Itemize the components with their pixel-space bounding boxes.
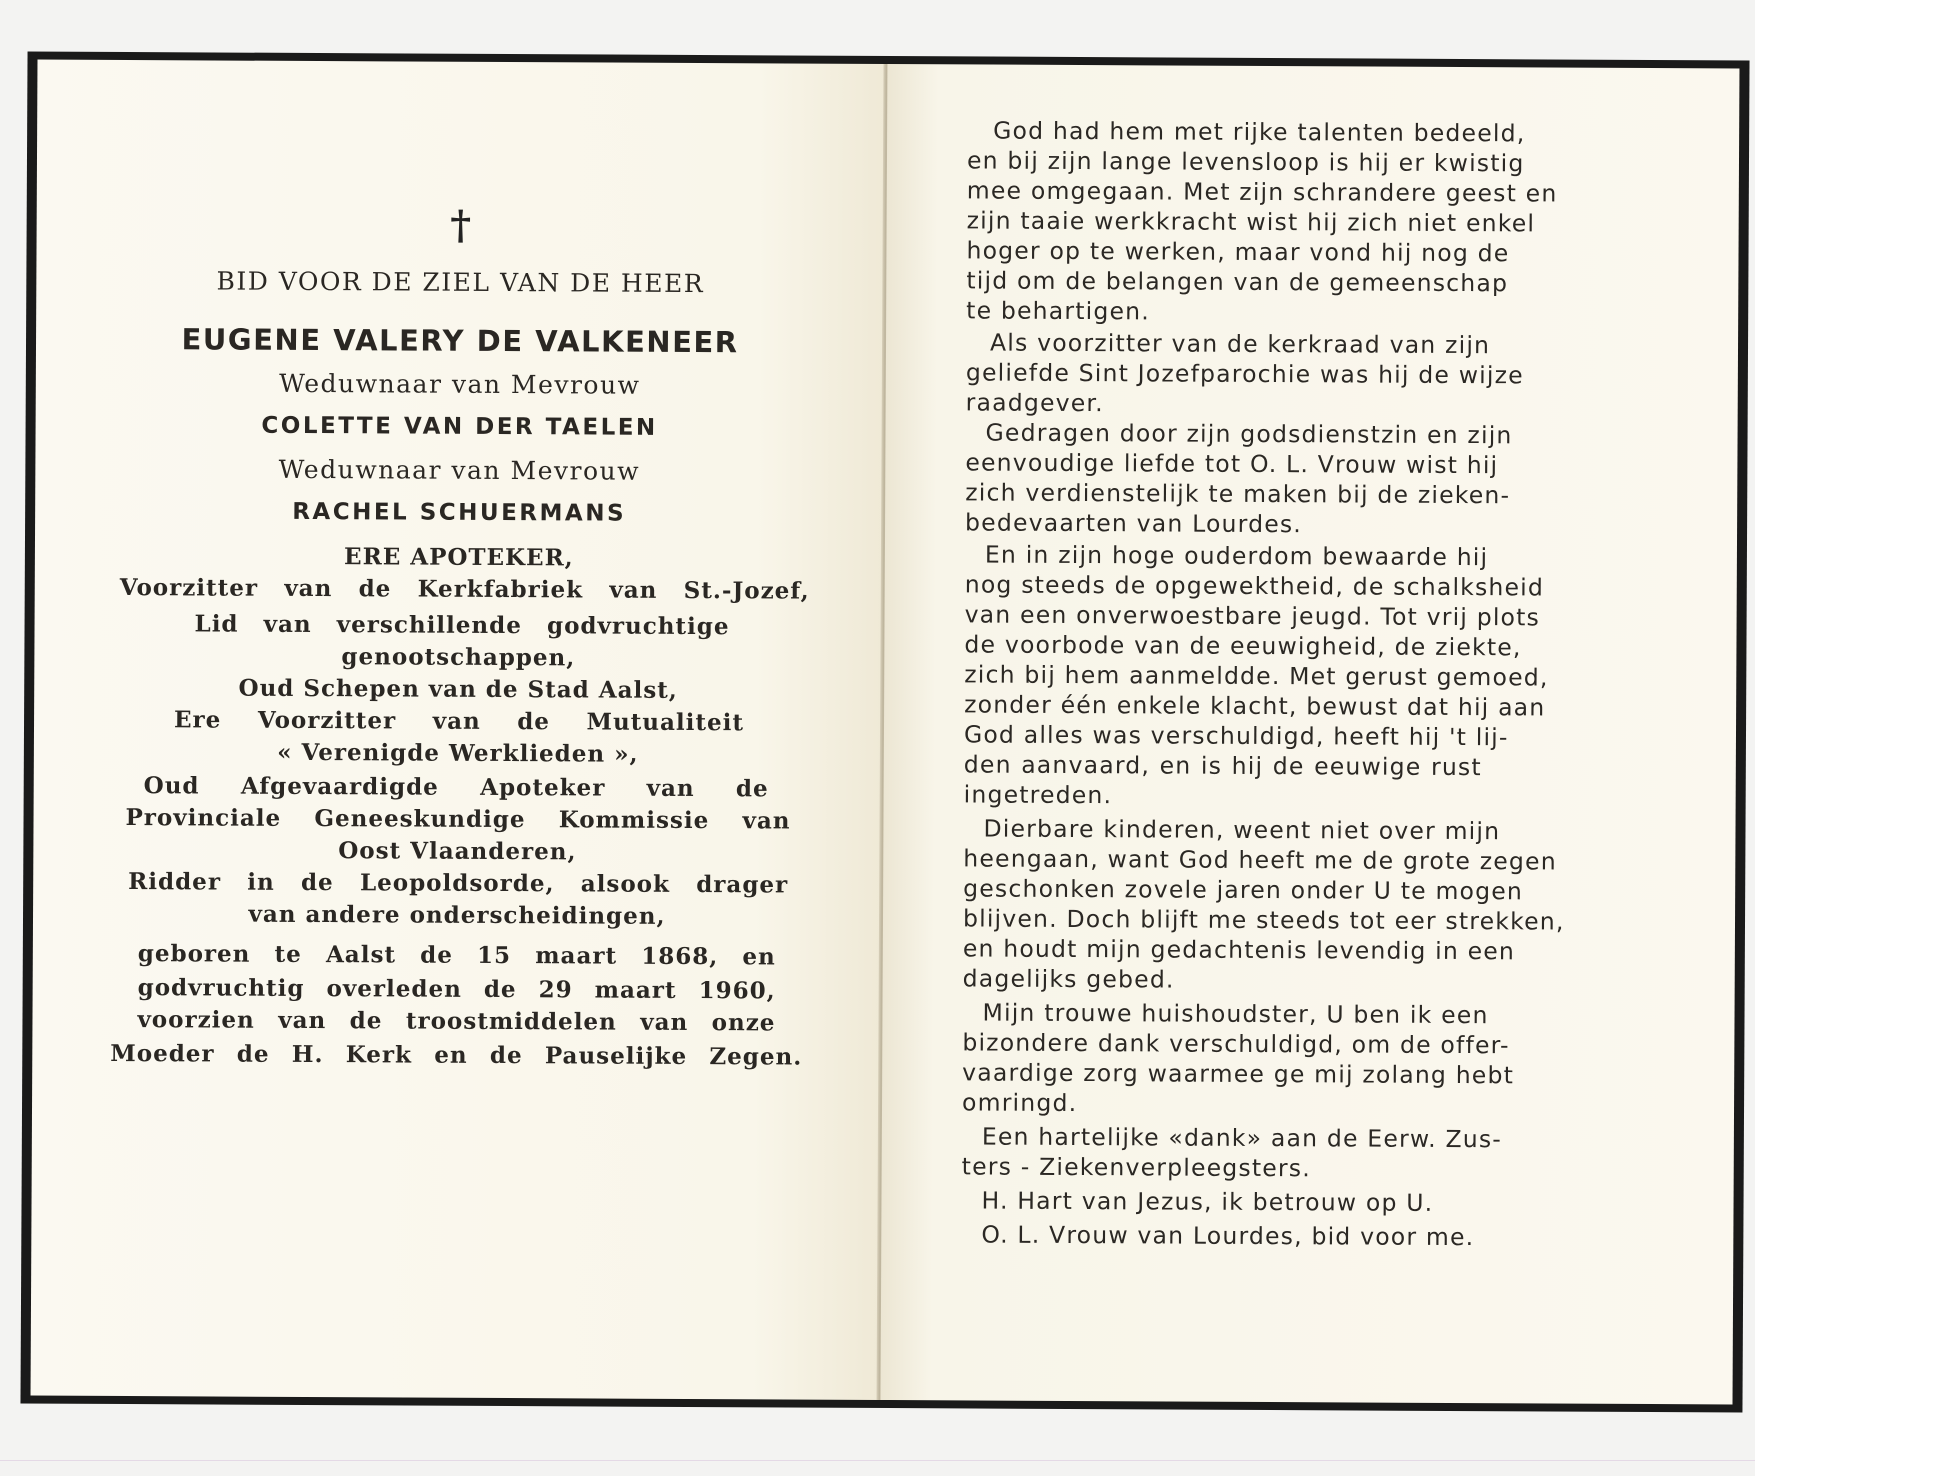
text-line: Een hartelijke «dank» aan de Eerw. Zus- (981, 1122, 1503, 1154)
spouse-name-2: RACHEL SCHUERMANS (292, 498, 627, 527)
text-line: Mijn trouwe huishoudster, U ben ik een (982, 998, 1489, 1030)
text-line: geliefde Sint Jozefparochie was hij de wijze (965, 358, 1524, 390)
text-line: den aanvaard, en is hij de eeuwige rust (963, 750, 1482, 782)
text-line: Dierbare kinderen, weent niet over mijn (983, 814, 1501, 846)
title-line: Voorzitter van de Kerkfabriek van St.-Jozef, (119, 573, 810, 605)
text-line: bedevaarten van Lourdes. (965, 508, 1303, 539)
text-line: ters - Ziekenverpleegsters. (961, 1152, 1311, 1183)
spouse-name-1: COLETTE VAN DER TAELEN (261, 412, 658, 441)
text-line: en houdt mijn gedachtenis levendig in een (962, 934, 1516, 966)
text-line: H. Hart van Jezus, ik betrouw op U. (981, 1186, 1434, 1217)
text-line: O. L. Vrouw van Lourdes, bid voor me. (981, 1220, 1475, 1252)
text-line: zonder één enkele klacht, bewust dat hij aan (964, 690, 1546, 722)
text-line: ingetreden. (963, 780, 1113, 810)
widower-line-1: Weduwnaar van Mevrouw (279, 368, 641, 400)
title-line: Oud Schepen van de Stad Aalst, (238, 674, 678, 704)
closing-line: geboren te Aalst de 15 maart 1868, en (137, 940, 776, 971)
text-line: heengaan, want God heeft me de grote zegen (963, 844, 1557, 876)
text-line: hoger op te werken, maar vond hij nog de (966, 236, 1510, 268)
text-line: te behartigen. (966, 296, 1151, 326)
title-line: Ere Voorzitter van de Mutualiteit (173, 706, 745, 737)
scan-edge-line (0, 1460, 1755, 1461)
text-line: En in zijn hoge ouderdom bewaarde hij (984, 540, 1489, 572)
memorial-card (20, 52, 1749, 1413)
closing-line: voorzien van de troostmiddelen van onze (137, 1006, 776, 1037)
text-line: nog steeds de opgewektheid, de schalksheid (964, 570, 1545, 602)
text-line: zich bij hem aanmeldde. Met gerust gemoed, (964, 660, 1549, 692)
text-line: zijn taaie werkkracht wist hij zich niet enkel (966, 206, 1536, 238)
cross-icon: † (450, 201, 472, 249)
title-line: Oost Vlaanderen, (338, 837, 577, 866)
deceased-name: EUGENE VALERY DE VALKENEER (181, 322, 739, 360)
text-line: Gedragen door zijn godsdienstzin en zijn (985, 418, 1513, 450)
text-line: tijd om de belangen van de gemeenschap (966, 266, 1509, 298)
title-line: ERE APOTEKER, (344, 543, 574, 572)
text-line: dagelijks gebed. (962, 964, 1175, 994)
text-line: vaardige zorg waarmee ge mij zolang hebt (962, 1058, 1515, 1090)
text-line: God alles was verschuldigd, heeft hij 't lij- (963, 720, 1509, 752)
text-line: eenvoudige liefde tot O. L. Vrouw wist hij (965, 448, 1499, 480)
closing-line: Moeder de H. Kerk en de Pauselijke Zegen. (110, 1039, 803, 1071)
prayer-intro: BID VOOR DE ZIEL VAN DE HEER (216, 266, 705, 299)
text-line: God had hem met rijke talenten bedeeld, (993, 116, 1526, 148)
right-page (881, 64, 1740, 1404)
left-page (31, 60, 886, 1400)
title-line: genootschappen, (341, 643, 576, 672)
text-line: en bij zijn lange levensloop is hij er kwistig (966, 146, 1525, 178)
closing-line: godvruchtig overleden de 29 maart 1960, (137, 974, 776, 1005)
title-line: Oud Afgevaardigde Apoteker van de (143, 772, 769, 803)
right-text-block (881, 64, 1740, 1404)
text-line: blijven. Doch blijft me steeds tot eer strekken, (962, 904, 1565, 936)
title-line: Ridder in de Leopoldsorde, alsook drager (128, 868, 789, 899)
text-line: Als voorzitter van de kerkraad van zijn (989, 328, 1491, 360)
text-line: mee omgegaan. Met zijn schrandere geest en (966, 176, 1558, 208)
widower-line-2: Weduwnaar van Mevrouw (278, 454, 641, 486)
text-line: bizondere dank verschuldigd, om de offer- (962, 1028, 1510, 1060)
text-line: omringd. (961, 1088, 1078, 1118)
text-line: de voorbode van de eeuwigheid, de ziekte, (964, 630, 1522, 662)
title-line: Provinciale Geneeskundige Kommissie van (125, 804, 791, 835)
title-line: Lid van verschillende godvruchtige (194, 610, 730, 641)
text-line: raadgever. (965, 388, 1104, 418)
title-line: van andere onderscheidingen, (248, 900, 666, 930)
text-line: zich verdienstelijk te maken bij de zieken- (965, 478, 1511, 510)
text-line: geschonken zovele jaren onder U te mogen (963, 874, 1524, 906)
text-line: van een onverwoestbare jeugd. Tot vrij plots (964, 600, 1541, 632)
title-line: « Verenigde Werklieden », (277, 738, 639, 768)
